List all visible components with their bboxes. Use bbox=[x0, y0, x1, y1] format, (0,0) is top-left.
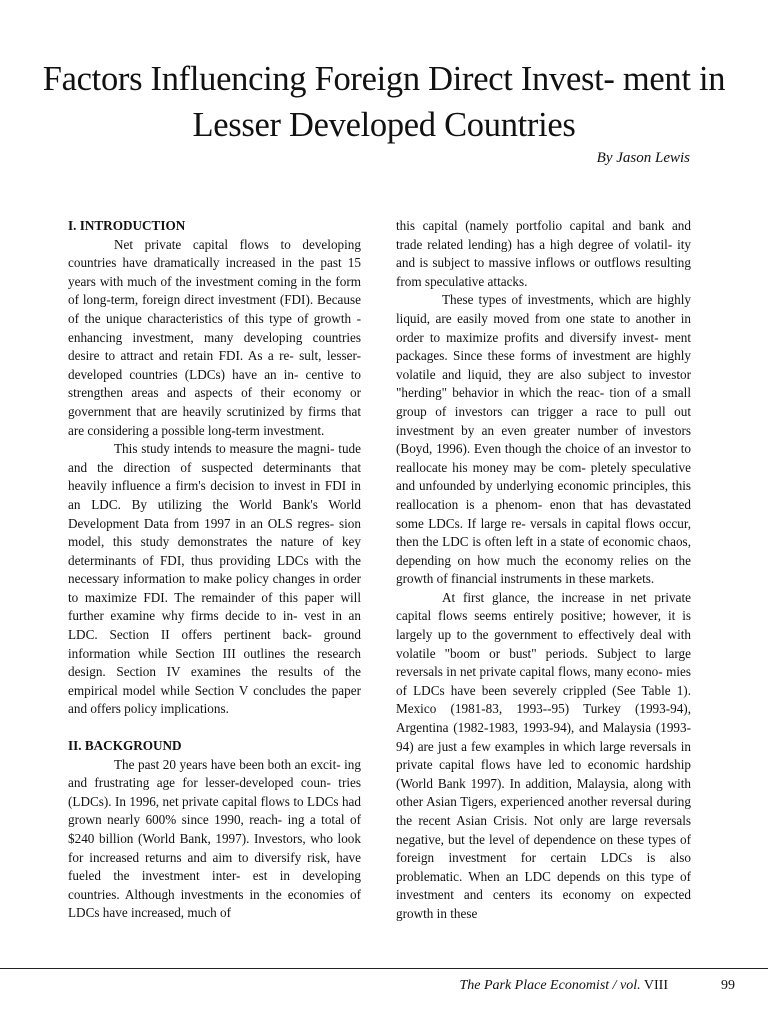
article-title: Factors Influencing Foreign Direct Invest- ment in Lesser Developed Countries bbox=[42, 60, 726, 144]
volume-number: VIII bbox=[640, 978, 668, 993]
background-paragraph-1: The past 20 years have been both an excit- ing and frustrating age for lesser-developed coun- tries (LDCs). In 1996, net private capital flows to LDCs had grown nearly 600% since 1990, reach- ing a total of $240 billion (World Bank, 1997). Investors, who look for increased returns and aim to diversify risk, have fueled the investment inter- est in developing countries. Although investments in the economies of LDCs have increased, much of bbox=[68, 756, 361, 921]
right-column bbox=[396, 217, 691, 924]
author-byline: By Jason Lewis bbox=[596, 150, 690, 166]
volume-label: vol. bbox=[620, 978, 641, 993]
page-number: 99 bbox=[721, 978, 735, 993]
footer-divider bbox=[0, 968, 768, 969]
right-paragraph-3: At first glance, the increase in net private capital flows seems entirely positive; however, it is largely up to the government to effectively deal with volatile "boom or bust" periods. Subject to large reversals in net private capital flows, many econo- mies of LDCs have been severely crippled (See Table 1). Mexico (1981-83, 1993--95) Turkey (1993-94), Argentina (1982-1983, 1993-94), and Malaysia (1993-94) are just a few examples in which large reversals in private capital flows have led to economic hardship (World Bank 1997). In addition, Malaysia, along with other Asian Tigers, experienced another reversal during the recent Asian Crisis. Not only are large reversals negative, but the level of dependence on these types of foreign investment for certain LDCs is also problematic. When an LDC depends on this type of investment and centers its economy on expected growth in these bbox=[396, 589, 691, 921]
section-heading-background: II. BACKGROUND bbox=[68, 738, 182, 754]
journal-separator: / bbox=[609, 978, 621, 993]
left-column bbox=[68, 217, 361, 923]
right-paragraph-1: this capital (namely portfolio capital and bank and trade related lending) has a high degree of volatil- ity and is subject to massive inflows or outflows resulting from speculative attacks. bbox=[396, 218, 691, 289]
journal-reference bbox=[459, 978, 668, 994]
intro-paragraph-1: Net private capital flows to developing countries have dramatically increased in the past 15 years with much of the investment coming in the form of long-term, foreign direct investment (FDI). Because of the unique characteristics of this type of growth -enhancing investment, many developing countries desire to attract and retain FDI. As a re- sult, lesser-developed countries (LDCs) have an in- centive to strengthen areas and aspects of their economy or government that are heavily scrutinized by firms that are considering a possible long-term investment. bbox=[68, 236, 361, 438]
intro-paragraph-2: This study intends to measure the magni- tude and the direction of suspected determinants that heavily influence a firm's decision to invest in FDI in an LDC. By utilizing the World Bank's World Development Data from 1997 in an OLS regres- sion model, this study demonstrates the nature of key determinants of FDI, thus providing LDCs with the necessary information to make policy changes in order to maximize FDI. The remainder of this paper will further examine why firms decide to in- vest in an LDC. Section II offers pertinent back- ground information while Section III outlines the research design. Section IV examines the results of the empirical model while Section V concludes the paper and offers policy implications. bbox=[68, 441, 361, 717]
right-paragraph-2: These types of investments, which are highly liquid, are easily moved from one state to another in order to maximize profits and diversify invest- ment packages. Since these forms of investment are highly volatile and liquid, they are also subject to investor "herding" behavior in which the reac- tion of a small group of investors can trigger a race to pull out investment by an even greater number of investors (Boyd, 1996). Even though the choice of an investor to reallocate his money may be com- pletely speculative and unfounded by underlying economic principles, this reallocation is a phenom- enon that has devastated some LDCs. If large re- versals in capital flows occur, then the LDC is often left in a state of economic chaos, depending on how much the economy relies on the growth of financial instruments in these markets. bbox=[396, 292, 691, 587]
section-heading-introduction: I. INTRODUCTION bbox=[68, 218, 186, 233]
page-footer bbox=[0, 976, 768, 1000]
journal-name: The Park Place Economist bbox=[459, 978, 610, 993]
